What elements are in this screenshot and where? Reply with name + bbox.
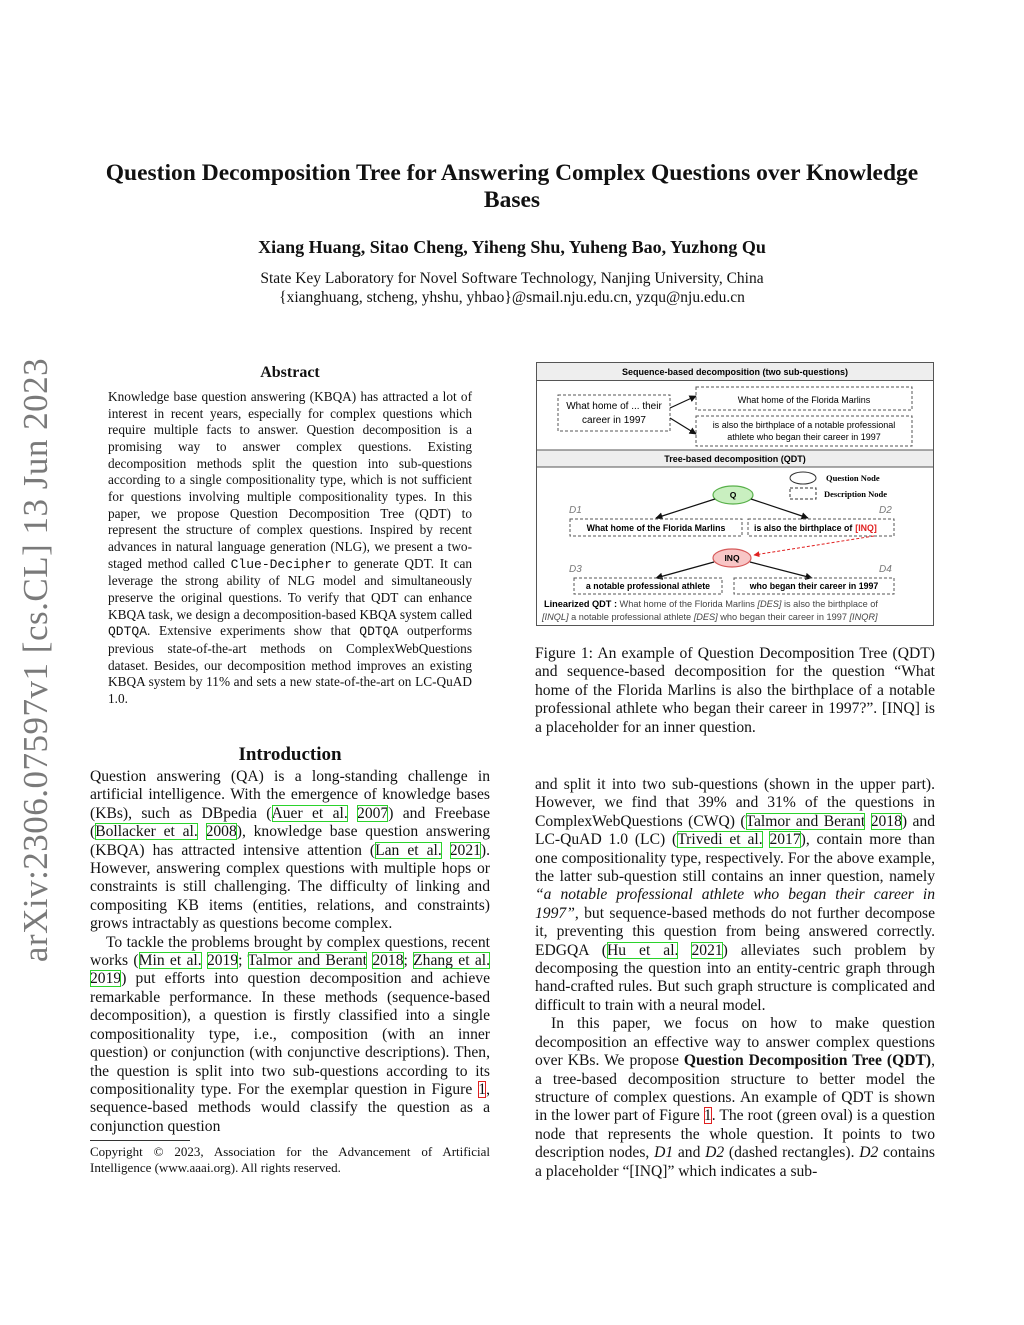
intro-paragraph: To tackle the problems brought by complex questions, recent works (Min et al. 2019; Talmor and Berant 2018; Zhang et al. 2019) put efforts into question decomposition and achieve remarkable performance. In these methods (sequence-based decomposition), a question is firstly classified into a single compositionality type, i.e., composition (with an inner question) or conjunction (with conjunctive descriptions). Then, the question is split into two sub-questions according to its compositionality type. For the exemplar question in Figure 1, sequence-based methods would classify the question as a conjunction question: [90, 933, 490, 1135]
q-node-label: Q: [729, 490, 737, 500]
seq-sub2-line1: is also the birthplace of a notable professional: [712, 420, 896, 430]
inq-node-label: INQ: [724, 553, 740, 563]
abstract-text: Knowledge base question answering (KBQA) has attracted a lot of interest in recent years, especially for complex questions which require multiple facts to answer. Question decomposition is a promising way to answer complex questions. Existing decomposition methods split the question into sub-questions according to a single compositionality type, which is not sufficient for questions involving multiple compositionality types. In this paper, we propose Question Decomposition Tree (QDT) to represent the structure of complex questions. Inspired by recent advances in natural language generation (NLG), we present a two-staged method called: [108, 389, 472, 571]
legend-question-oval: [790, 472, 816, 484]
d1-label: D1: [569, 505, 582, 516]
citation-link[interactable]: 2019: [206, 952, 239, 970]
seq-sub1-text: What home of the Florida Marlins: [737, 395, 871, 405]
emails: {xianghuang, stcheng, yhshu, yhbao}@smail.nju.edu.cn, yzqu@nju.edu.cn: [279, 289, 745, 306]
affiliation: State Key Laboratory for Novel Software Technology, Nanjing University, China: [260, 270, 764, 287]
d3-label: D3: [569, 564, 582, 575]
citation-link[interactable]: Zhang et al.: [413, 952, 490, 970]
affiliation-block: [80, 269, 944, 307]
copyright-footnote: Copyright © 2023, Association for the Advancement of Artificial Intelligence (www.aaai.org). All rights reserved.: [90, 1144, 490, 1175]
system-name: QDTQA: [108, 624, 148, 640]
figure-ref-link[interactable]: 1: [478, 1080, 487, 1098]
citation-link[interactable]: 2007: [357, 804, 389, 822]
d1-text: What home of the Florida Marlins: [586, 523, 726, 533]
intro-paragraph: Question answering (QA) is a long-standing challenge in artificial intelligence. With the emergence of knowledge bases (KBs), such as DBpedia (Auer et al. 2007) and Freebase (Bollacker et al. 2008), knowledge base question answering (KBQA) has attracted intensive attention (Lan et al. 2021). However, answering complex questions with multiple hops or constraints is still challenging. The difficulty of linking and compositing KB items (entities, relations, and constraints) grows intractably as questions become complex.: [90, 768, 491, 933]
d4-label: D4: [879, 564, 892, 575]
abstract-text: to generate QDT. It can leverage the strong ability of NLG model and simultaneously preserve the original questions. To verify that QDT can enhance KBQA task, we design a decomposition-based KBQA system called: [108, 555, 472, 622]
citation-link[interactable]: Min et al.: [138, 952, 202, 970]
intro-body: [90, 768, 490, 1136]
seq-sub2-line2: athlete who began their career in 1997: [727, 432, 881, 442]
citation-link[interactable]: Talmor and Berant: [745, 812, 866, 830]
abstract-text: . Extensive experiments show that: [147, 623, 360, 639]
body-paragraph: In this paper, we focus on how to make question decomposition an effective way to answer complex questions over KBs. We propose Question Decomposition Tree (QDT), a tree-based decomposition structure to better model the structure of complex questions. An example of QDT is shown in the lower part of Figure 1. The root (green oval) is a question node that represents the whole question. It points to two description nodes, D1 and D2 (dashed rectangles). D2 contains a placeholder “[INQ]” which indicates a sub-: [535, 1015, 935, 1180]
figure-ref-link[interactable]: 1: [703, 1107, 712, 1125]
seq-header: Sequence-based decomposition (two sub-questions): [621, 367, 849, 377]
authors: Xiang Huang, Sitao Cheng, Yiheng Shu, Yuheng Bao, Yuzhong Qu: [258, 237, 766, 257]
abstract-body: [108, 389, 472, 707]
citation-link[interactable]: Talmor and Berant: [247, 952, 367, 970]
abstract-heading: Abstract: [260, 364, 320, 381]
linearized-line1: Linearized QDT : What home of the Florida Marlins [DES] is also the birthplace of: [544, 599, 878, 609]
system-name: QDTQA: [359, 624, 399, 640]
body-paragraph: and split it into two sub-questions (shown in the upper part). However, we find that 39% and 31% of the questions in ComplexWebQuestions (CWQ) (Talmor and Berant 2018) and LC-QuAD 1.0 (LC) (Trivedi et al. 2017), contain more than one compositionality type, respectively. For the above example, the latter sub-question still contains an inner question, namely “a notable professional athlete who began their career in 1997”, but sequence-based methods do not further decompose it, preventing this question from being answered correctly. EDGQA (Hu et al. 2021) alleviates such problem by decomposing the question into an entity-centric graph through hand-crafted rules. But such graph structure is complicated and difficult to train with a neural model.: [535, 776, 935, 1014]
figure-caption: Figure 1: An example of Question Decomposition Tree (QDT) and sequence-based decomposition for the question “What home of the Florida Marlins is also the birthplace of a notable professional athlete who began their career in 1997?”. [INQ] is a placeholder for an inner question.: [535, 645, 935, 736]
figure-1: [536, 362, 934, 626]
arxiv-stamp-text: arXiv:2306.07597v1 [cs.CL] 13 Jun 2023: [16, 357, 55, 963]
citation-link[interactable]: 2018: [870, 812, 902, 830]
citation-link[interactable]: 2017: [769, 831, 801, 849]
footnote-rule: [90, 1140, 190, 1141]
intro-heading: Introduction: [238, 744, 342, 765]
legend-description-label: Description Node: [824, 489, 888, 499]
citation-link[interactable]: Auer et al.: [271, 804, 348, 822]
citation-link[interactable]: Bollacker et al.: [95, 823, 198, 841]
seq-question-line2: career in 1997: [582, 415, 646, 426]
right-column-body: [535, 776, 935, 1181]
d4-text: who began their career in 1997: [749, 581, 879, 591]
d3-text: a notable professional athlete: [585, 581, 711, 591]
method-name: Clue-Decipher: [230, 556, 333, 572]
d2-text: is also the birthplace of [INQ]: [754, 523, 877, 533]
citation-link[interactable]: Trivedi et al.: [677, 831, 763, 849]
seq-question-line1: What home of ... their: [566, 401, 662, 412]
citation-link[interactable]: 2019: [90, 970, 122, 988]
citation-link[interactable]: 2018: [372, 952, 404, 970]
citation-link[interactable]: 2021: [449, 841, 481, 859]
citation-link[interactable]: 2021: [691, 941, 723, 959]
citation-link[interactable]: 2008: [205, 823, 237, 841]
abstract-text: outperforms previous state-of-the-art methods on ComplexWebQuestions dataset. Besides, our decomposition method improves an existing KBQA system by 11% and sets a new state-of-the-art on LC-QuAD 1.0.: [108, 623, 472, 706]
tree-header: Tree-based decomposition (QDT): [664, 454, 806, 464]
linearized-line2: [INQL] a notable professional athlete [DES] who began their career in 1997 [INQR]: [542, 612, 878, 622]
citation-link[interactable]: Hu et al.: [606, 941, 679, 959]
citation-link[interactable]: Lan et al.: [375, 841, 442, 859]
paper-title: Question Decomposition Tree for Answering Complex Questions over Knowledge Bases: [105, 160, 919, 213]
d2-label: D2: [879, 505, 892, 516]
arxiv-stamp: [10, 357, 62, 963]
legend-question-label: Question Node: [826, 473, 880, 483]
